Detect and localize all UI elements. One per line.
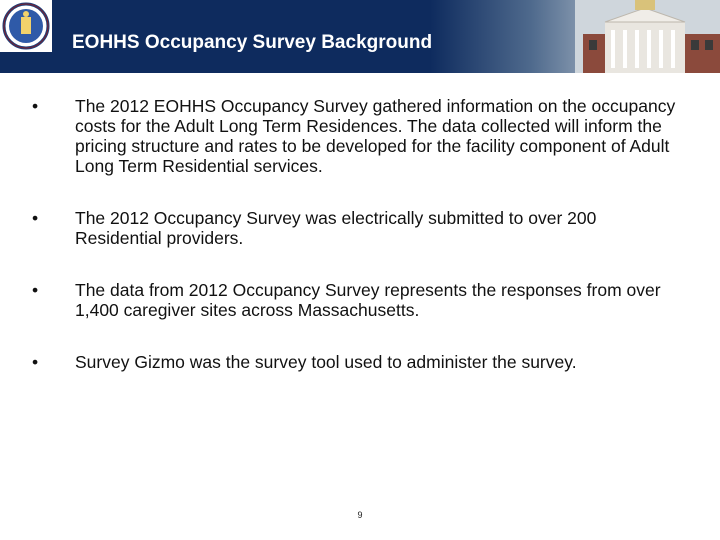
bullet-text: Survey Gizmo was the survey tool used to administer the survey. [75, 352, 577, 372]
bullet-list [32, 96, 682, 372]
list-item [32, 280, 682, 320]
bullet-marker: • [32, 208, 39, 228]
bullet-text: The data from 2012 Occupancy Survey represents the responses from over 1,400 caregiver sites across Massachusetts. [75, 280, 661, 320]
list-item [32, 208, 682, 248]
bullet-marker: • [32, 96, 39, 116]
page-number: 9 [357, 510, 363, 520]
page-title: EOHHS Occupancy Survey Background [72, 32, 433, 53]
header-banner [0, 0, 720, 73]
list-item [32, 352, 682, 372]
bullet-marker: • [32, 280, 39, 300]
list-item [32, 96, 682, 176]
massachusetts-seal-icon [0, 0, 52, 52]
bullet-text: The 2012 Occupancy Survey was electrically submitted to over 200 Residential providers. [75, 208, 597, 248]
bullet-text: The 2012 EOHHS Occupancy Survey gathered information on the occupancy costs for the Adult Long Term Residences. The data collected will inform the pricing structure and rates to be developed for the facility component of Adult Long Term Residential services. [75, 96, 676, 176]
state-house-building-image [575, 0, 720, 73]
bullet-marker: • [32, 352, 39, 372]
